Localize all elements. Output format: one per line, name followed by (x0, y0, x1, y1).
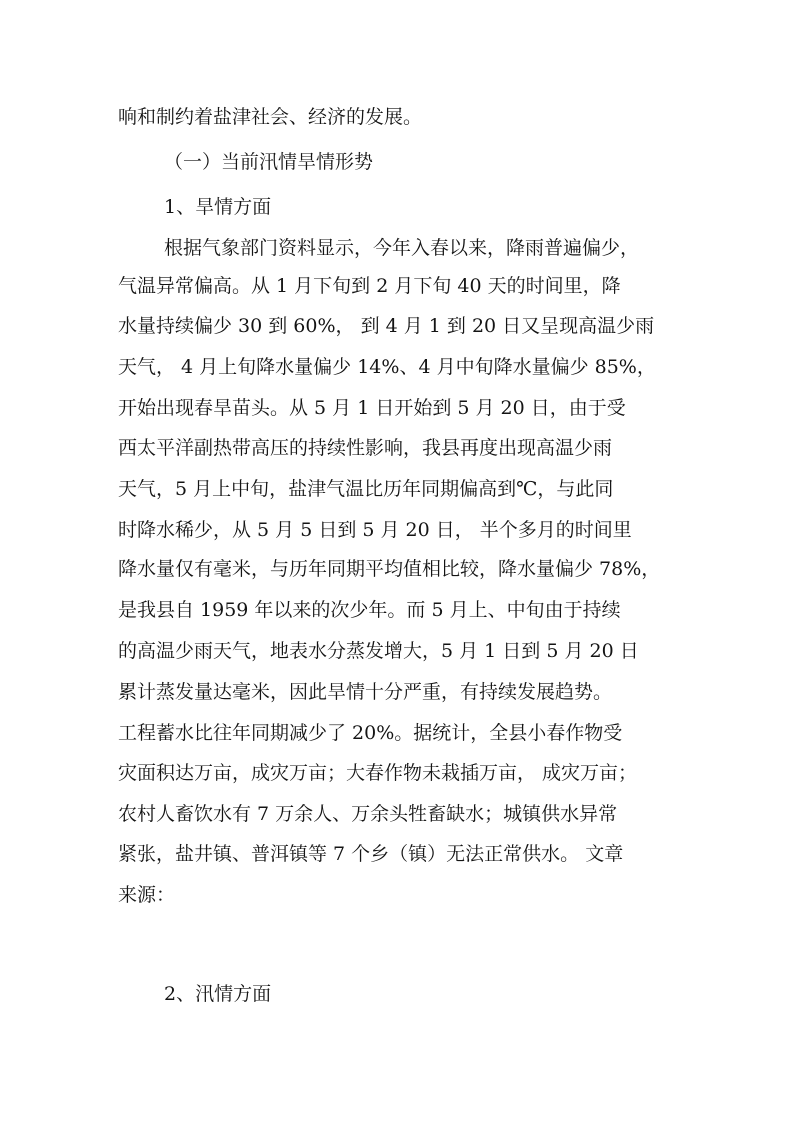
paragraph-line: 工程蓄水比往年同期减少了 20%。据统计，全县小春作物受 (118, 722, 623, 744)
paragraph-line: 天气， 4 月上旬降水量偏少 14%、4 月中旬降水量偏少 85%， (118, 356, 656, 378)
paragraph-line: 灾面积达万亩，成灾万亩；大春作物未栽插万亩， 成灾万亩； (118, 762, 638, 784)
paragraph-line: 降水量仅有毫米，与历年同期平均值相比较，降水量偏少 78%， (118, 558, 661, 580)
paragraph-line: 天气，5 月上中旬，盐津气温比历年同期偏高到℃，与此同 (118, 478, 614, 500)
paragraph-line: 时降水稀少，从 5 月 5 日到 5 月 20 日， 半个多月的时间里 (118, 519, 632, 541)
paragraph-line: 累计蒸发量达毫米，因此旱情十分严重，有持续发展趋势。 (118, 681, 613, 703)
subsection-heading: 1、旱情方面 (164, 196, 272, 218)
paragraph-line: 气温异常偏高。从 1 月下旬到 2 月下旬 40 天的时间里，降 (118, 275, 621, 297)
paragraph-line: 西太平洋副热带高压的持续性影响，我县再度出现高温少雨 (118, 437, 613, 459)
paragraph-line: 水量持续偏少 30 到 60%， 到 4 月 1 到 20 日又呈现高温少雨 (118, 315, 655, 337)
paragraph-line: 来源： (118, 884, 176, 906)
paragraph-line: 响和制约着盐津社会、经济的发展。 (118, 106, 423, 128)
section-heading: （一）当前汛情旱情形势 (164, 151, 374, 173)
paragraph-line: 根据气象部门资料显示，今年入春以来，降雨普遍偏少， (164, 237, 640, 259)
subsection-heading: 2、汛情方面 (164, 983, 272, 1005)
paragraph-line: 农村人畜饮水有 7 万余人、万余头牲畜缺水；城镇供水异常 (118, 803, 618, 825)
paragraph-line: 紧张，盐井镇、普洱镇等 7 个乡（镇）无法正常供水。 文章 (118, 843, 624, 865)
paragraph-line: 开始出现春旱苗头。从 5 月 1 日开始到 5 月 20 日，由于受 (118, 397, 626, 419)
paragraph-line: 是我县自 1959 年以来的次少年。而 5 月上、中旬由于持续 (118, 599, 621, 621)
paragraph-line: 的高温少雨天气，地表水分蒸发增大，5 月 1 日到 5 月 20 日 (118, 640, 639, 662)
